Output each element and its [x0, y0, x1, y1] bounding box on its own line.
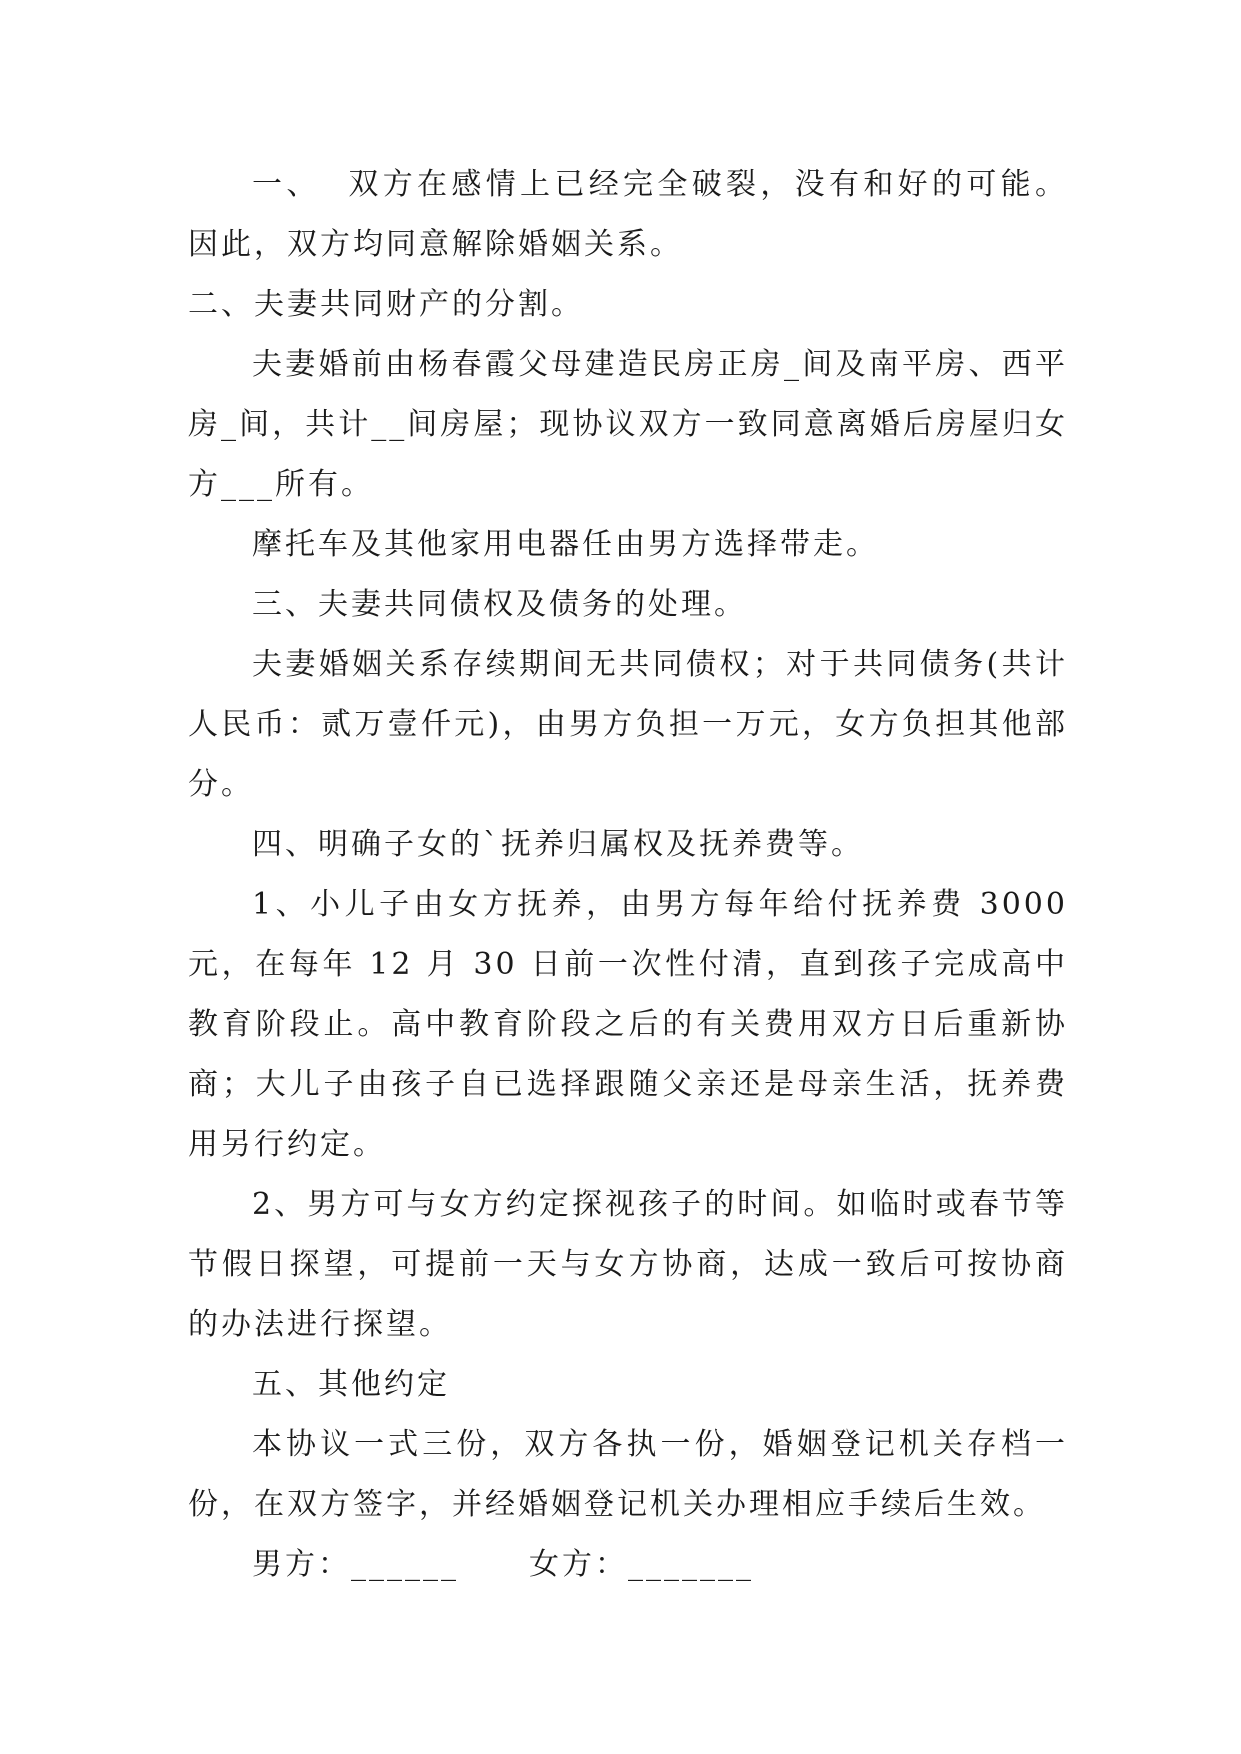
signature-line: [188, 1535, 1068, 1595]
paragraph-1: 一、 双方在感情上已经完全破裂，没有和好的可能。因此，双方均同意解除婚姻关系。: [188, 167, 1068, 262]
paragraph-11: 本协议一式三份，双方各执一份，婚姻登记机关存档一份，在双方签字，并经婚姻登记机关办理相应手续后生效。: [188, 1427, 1068, 1522]
paragraph-4: 摩托车及其他家用电器任由男方选择带走。: [252, 527, 879, 562]
section-heading-3: 三、夫妻共同债权及债务的处理。: [252, 587, 747, 622]
female-signature: 女方：_______: [529, 1547, 754, 1582]
section-heading-4: 四、明确子女的`抚养归属权及抚养费等。: [252, 827, 864, 862]
section-heading-2: 二、夫妻共同财产的分割。: [188, 287, 584, 322]
paragraph-9: 2、男方可与女方约定探视孩子的时间。如临时或春节等节假日探望，可提前一天与女方协商，达成一致后可按协商的办法进行探望。: [188, 1187, 1068, 1342]
paragraph-6: 夫妻婚姻关系存续期间无共同债权；对于共同债务(共计人民币：贰万壹仟元)，由男方负担一万元，女方负担其他部分。: [188, 647, 1068, 802]
male-signature: 男方：______: [252, 1547, 459, 1582]
document-body: [188, 155, 1081, 1595]
paragraph-8: 1、小儿子由女方抚养，由男方每年给付抚养费 3000 元，在每年 12 月 30 日前一次性付清，直到孩子完成高中教育阶段止。高中教育阶段之后的有关费用双方日后重新协商；大儿子由孩子自已选择跟随父亲还是母亲生活，抚养费用另行约定。: [188, 887, 1081, 1162]
paragraph-3: 夫妻婚前由杨春霞父母建造民房正房_间及南平房、西平房_间，共计__间房屋；现协议双方一致同意离婚后房屋归女方___所有。: [188, 347, 1068, 502]
section-heading-5: 五、其他约定: [252, 1367, 450, 1402]
